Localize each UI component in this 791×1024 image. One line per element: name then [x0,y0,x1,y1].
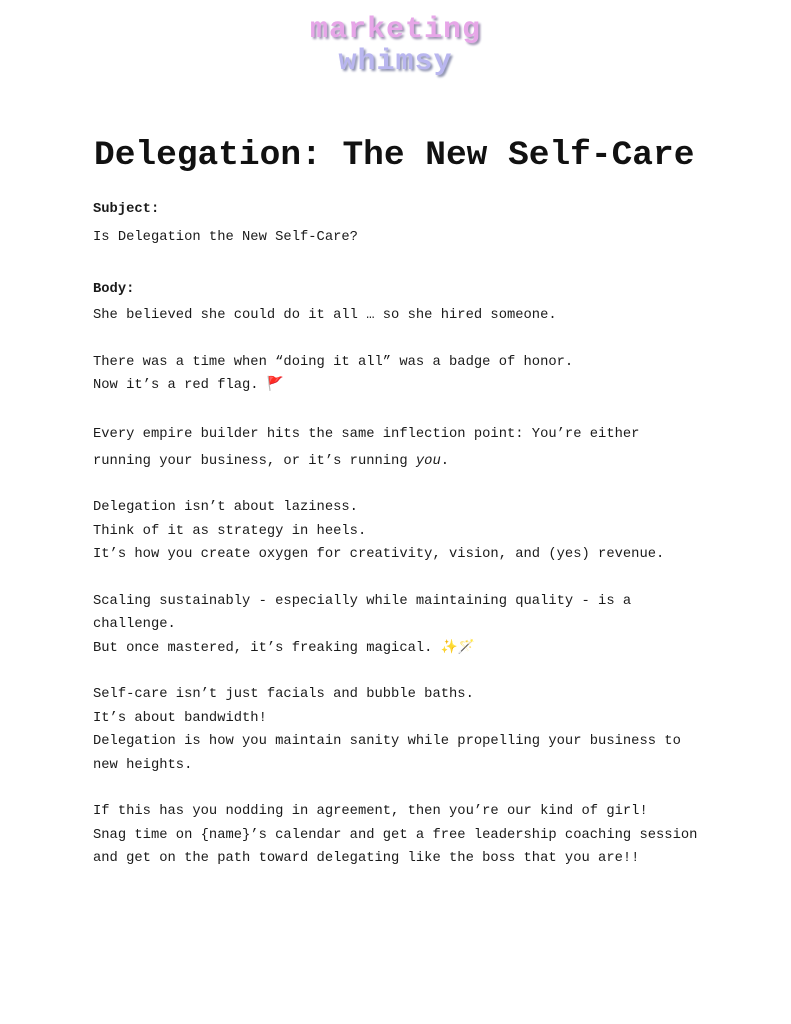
paragraph-1 [93,304,733,327]
paragraph-4 [93,496,733,566]
body-line: Delegation is how you maintain sanity while propelling your business to [93,734,681,750]
email-content [93,198,733,894]
body-line: It’s about bandwidth! [93,710,267,726]
emphasis-you: you [415,454,441,470]
body-line: Self-care isn’t just facials and bubble baths. [93,687,474,703]
body-line [93,448,733,475]
body-line: Delegation isn’t about laziness. [93,500,358,516]
page-title: Delegation: The New Self-Care [94,136,695,175]
body-line: If this has you nodding in agreement, then you’re our kind of girl! [93,804,648,820]
logo-line-1: marketing [309,13,482,47]
marketing-whimsy-logo [0,14,791,78]
paragraph-6 [93,683,733,777]
logo-line-2: whimsy [338,45,453,79]
body-line: Every empire builder hits the same inflection point: You’re either [93,427,640,443]
body-line: Scaling sustainably - especially while maintaining quality - is a [93,593,632,609]
body-line: Think of it as strategy in heels. [93,523,367,539]
paragraph-3 [93,421,733,475]
body-line: Snag time on {name}’s calendar and get a free leadership coaching session [93,827,698,843]
text: running your business, or it’s running [93,454,416,470]
body-line: She believed she could do it all … so she hired someone. [93,308,557,324]
body-line: new heights. [93,757,193,773]
text: . [440,454,450,470]
body-line: There was a time when “doing it all” was a badge of honor. [93,355,574,371]
paragraph-2 [93,351,733,398]
body-line: Now it’s a red flag. 🚩 [93,378,285,394]
body-line: challenge. [93,617,176,633]
body-line: and get on the path toward delegating like the boss that you are!! [93,851,640,867]
subject-label: Subject: [93,202,160,217]
body-line: But once mastered, it’s freaking magical. ✨🪄 [93,640,476,656]
paragraph-7 [93,800,733,870]
paragraph-5 [93,590,733,660]
subject-text: Is Delegation the New Self-Care? [93,230,358,246]
body-label: Body: [93,281,135,297]
body-line: It’s how you create oxygen for creativity, vision, and (yes) revenue. [93,547,665,563]
